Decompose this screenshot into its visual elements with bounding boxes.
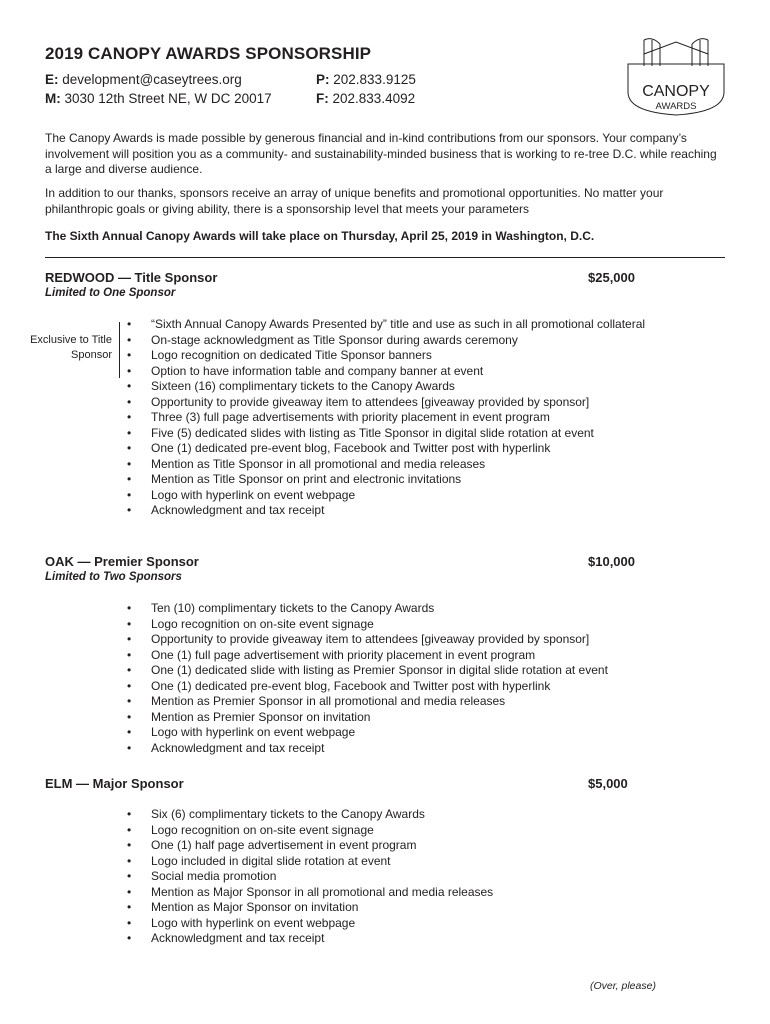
logo-word-canopy: CANOPY	[642, 83, 710, 100]
mailing-address-line	[45, 91, 272, 106]
exclusive-note: Exclusive to Title Sponsor	[30, 334, 112, 361]
intro-paragraph-2: In addition to our thanks, sponsors receive an array of unique benefits and promotional opportunities. No matter your philanthropic goals or giving ability, there is a sponsorship level that meets your parameters	[45, 186, 664, 216]
list-item: • One (1) dedicated pre-event blog, Facebook and Twitter post with hyperlink	[125, 679, 715, 695]
oak-limit: Limited to Two Sponsors	[45, 571, 182, 583]
fax-value: 202.833.4092	[332, 91, 416, 106]
list-item: • Logo recognition on on-site event signage	[125, 617, 715, 633]
list-item: • Ten (10) complimentary tickets to the Canopy Awards	[125, 601, 715, 617]
oak-price: $10,000	[588, 554, 635, 569]
phone-label: P:	[316, 72, 330, 87]
list-item: • Mention as Major Sponsor in all promotional and media releases	[125, 885, 715, 901]
intro-paragraph-1: The Canopy Awards is made possible by generous financial and in-kind contributions from our sponsors. Your company’s involvement will position you as a community- and sustainability-minded business that is working to re-tree D.C. while reaching a large and diverse audience.	[45, 131, 717, 176]
list-item: • On-stage acknowledgment as Title Sponsor during awards ceremony	[125, 333, 715, 349]
list-item: • “Sixth Annual Canopy Awards Presented by” title and use as such in all promotional collateral	[125, 317, 715, 333]
oak-heading: OAK — Premier Sponsor	[45, 554, 199, 569]
canopy-awards-logo	[622, 36, 730, 116]
list-item: • Acknowledgment and tax receipt	[125, 931, 715, 947]
logo-leaf-curves	[644, 39, 708, 44]
list-item: • Six (6) complimentary tickets to the Canopy Awards	[125, 807, 715, 823]
list-item: • Social media promotion	[125, 869, 715, 885]
phone-line	[316, 72, 416, 87]
email-line	[45, 72, 242, 87]
oak-benefits-list	[125, 601, 715, 756]
exclusive-bracket	[119, 322, 120, 378]
section-divider	[45, 257, 725, 258]
logo-roof-line	[644, 42, 708, 54]
redwood-limit: Limited to One Sponsor	[45, 287, 176, 299]
elm-benefits-list	[125, 807, 715, 947]
elm-price: $5,000	[588, 776, 628, 791]
fax-label: F:	[316, 91, 329, 106]
list-item: • Three (3) full page advertisements with priority placement in event program	[125, 410, 715, 426]
event-date-line: The Sixth Annual Canopy Awards will take place on Thursday, April 25, 2019 in Washington, D.C.	[45, 229, 595, 243]
list-item: • One (1) dedicated slide with listing as Premier Sponsor in digital slide rotation at event	[125, 663, 715, 679]
list-item: • Logo included in digital slide rotation at event	[125, 854, 715, 870]
email-label: E:	[45, 72, 59, 87]
logo-word-awards: AWARDS	[655, 101, 697, 112]
list-item: • Sixteen (16) complimentary tickets to the Canopy Awards	[125, 379, 715, 395]
mail-value: 3030 12th Street NE, W DC 20017	[64, 91, 272, 106]
list-item: • Logo recognition on on-site event signage	[125, 823, 715, 839]
list-item: • One (1) full page advertisement with priority placement in event program	[125, 648, 715, 664]
list-item: • Opportunity to provide giveaway item to attendees [giveaway provided by sponsor]	[125, 632, 715, 648]
list-item: • Mention as Title Sponsor on print and electronic invitations	[125, 472, 715, 488]
phone-value: 202.833.9125	[333, 72, 416, 87]
list-item: • Mention as Premier Sponsor on invitation	[125, 710, 715, 726]
redwood-price: $25,000	[588, 270, 635, 285]
list-item: • Acknowledgment and tax receipt	[125, 503, 715, 519]
list-item: • Five (5) dedicated slides with listing as Title Sponsor in digital slide rotation at event	[125, 426, 715, 442]
list-item: • One (1) dedicated pre-event blog, Facebook and Twitter post with hyperlink	[125, 441, 715, 457]
list-item: • Logo with hyperlink on event webpage	[125, 916, 715, 932]
list-item: • One (1) half page advertisement in event program	[125, 838, 715, 854]
fax-line	[316, 91, 415, 106]
redwood-benefits-list	[125, 317, 715, 519]
logo-leaf-lines	[644, 40, 708, 66]
mail-label: M:	[45, 91, 61, 106]
list-item: • Option to have information table and company banner at event	[125, 364, 715, 380]
list-item: • Logo with hyperlink on event webpage	[125, 488, 715, 504]
list-item: • Acknowledgment and tax receipt	[125, 741, 715, 757]
list-item: • Mention as Major Sponsor on invitation	[125, 900, 715, 916]
list-item: • Opportunity to provide giveaway item to attendees [giveaway provided by sponsor]	[125, 395, 715, 411]
over-please-note: (Over, please)	[590, 980, 656, 992]
list-item: • Mention as Premier Sponsor in all promotional and media releases	[125, 694, 715, 710]
redwood-heading: REDWOOD — Title Sponsor	[45, 270, 218, 285]
list-item: • Logo with hyperlink on event webpage	[125, 725, 715, 741]
page-title: 2019 CANOPY AWARDS SPONSORSHIP	[45, 44, 372, 63]
email-value: development@caseytrees.org	[62, 72, 242, 87]
elm-heading: ELM — Major Sponsor	[45, 776, 184, 791]
list-item: • Mention as Title Sponsor in all promotional and media releases	[125, 457, 715, 473]
list-item: • Logo recognition on dedicated Title Sponsor banners	[125, 348, 715, 364]
